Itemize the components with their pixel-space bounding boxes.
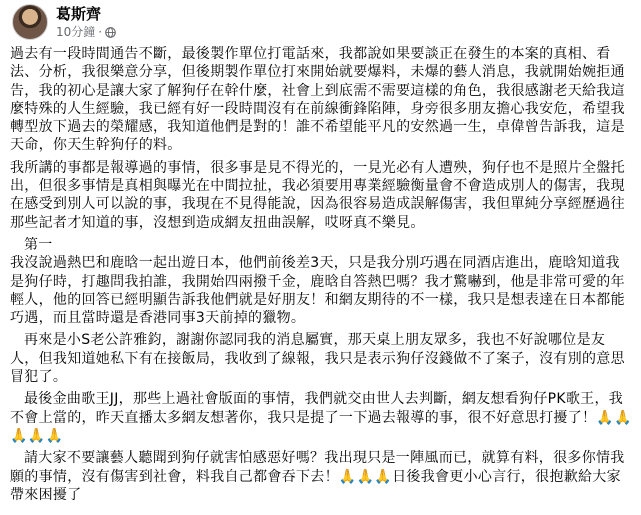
post-body [10,45,632,508]
post-paragraph: 再來是小S老公許雅鈞，謝謝你認同我的消息屬實，那天桌上朋友眾多，我也不好說哪位是友人，但我知道她私下有在接飯局，我收到了線報，我只是表示狗仔沒錢做不了案子，沒有別的意思冒犯了。 [10,332,625,386]
post-paragraph: 最後金曲歌王JJ，那些上過社會版面的事情，我們就交由世人去判斷，網友想看狗仔PK歌王，我不會上當的，昨天直播太多網友想著你，我只是提了一下過去報導的事，很不好意思打擾了！🙏🙏🙏🙏🙏 [10,391,632,444]
post-subline [56,24,116,40]
separator-dot: · [98,24,103,39]
post-timestamp[interactable]: 10分鐘 [56,24,96,39]
post-paragraph: 過去有一段時間通告不斷，最後製作單位打電話來，我都說如果要談正在發生的本案的真相、看法、分析，我很樂意分享，但後期製作單位打來開始就要爆料，未爆的藝人消息，我就開始婉拒通告，我的初心是讓大家了解狗仔在幹什麼，社會上到底需不需要這樣的角色，我很感謝老天給我這麼特殊的人生經驗，我已經有好一段時間沒有在前線衝鋒陷陣，身旁很多朋友擔心我安危，希望我轉型放下過去的榮耀感，我知道他們是對的！誰不希望能平凡的安然過一生，卓偉曾告訴我，這是天命，你天生幹狗仔的料。 [10,46,625,154]
post-paragraph: 我所講的事都是報導過的事情，很多事是見不得光的，一見光必有人遭殃，狗仔也不是照片全盤托出，但很多事情是真相與曝光在中間拉扯，我必須要用專業經驗衡量會不會造成別人的傷害，我現在感受到別人可以說的事，我現在不見得能說，因為很容易造成誤解傷害，我但單純分享經歷過往那些記者才知道的事，沒想到造成網友扭曲誤解，哎呀真不樂見。 [10,159,625,231]
post-meta [56,5,116,40]
post-paragraph: 我沒說過熱巴和鹿晗一起出遊日本，他們前後差3天，只是我分別巧遇在同酒店進出，鹿晗知道我是狗仔時，打趣問我拍誰，我開始四兩撥千金，鹿晗自答熱巴嗎？我才驚嚇到，他是非常可愛的年輕人，他的回答已經明顯告訴我他們就是好朋友！和網友期待的不一樣，我只是想表達在日本都能巧遇，而且當時還是香港同事3天前掉的獵物。 [10,255,625,327]
post-paragraph: 請大家不要讓藝人聽聞到狗仔就害怕感惡好嗎？我出現只是一陣風而已，就算有料，很多你情我願的事情，沒有傷害到社會，料我自己都會吞下去！🙏🙏🙏日後我會更小心言行，很抱歉給大家帶來困擾了 [10,450,625,503]
author-name[interactable]: 葛斯齊 [56,4,102,23]
post-header [12,4,116,40]
post-paragraph: 第一 [24,236,53,253]
globe-icon [105,26,116,37]
avatar[interactable] [12,4,48,40]
